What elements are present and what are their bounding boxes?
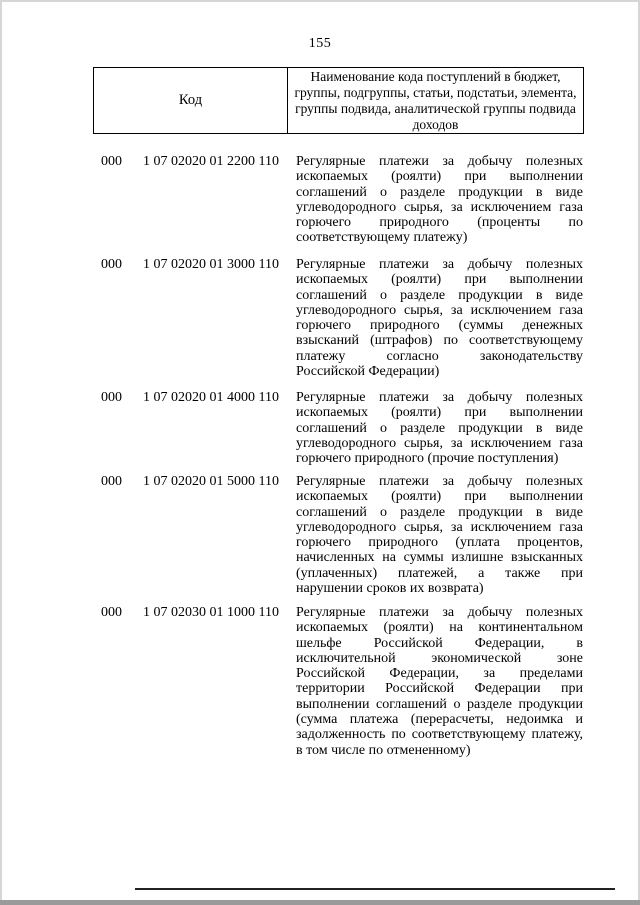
admin-code: 000: [101, 257, 122, 272]
description-line: территории Российской Федерации при: [296, 681, 583, 697]
description-line: в том числе по отмененному): [296, 742, 471, 758]
description-line: Регулярные платежи за добычу полезных: [296, 154, 583, 169]
table-header: [93, 67, 584, 134]
scan-frame-left: [0, 0, 2, 905]
description-line: Регулярные платежи за добычу полезных: [296, 390, 583, 405]
income-description: [296, 390, 583, 466]
description-line: Регулярные платежи за добычу полезных: [296, 257, 583, 272]
income-code: 1 07 02020 01 3000 110: [143, 257, 279, 272]
description-line: соглашений о разделе продукции в виде: [296, 184, 583, 200]
description-line: ископаемых (роялти) при выполнении: [296, 489, 583, 505]
description-line: горючего природного (прочие поступления): [296, 451, 559, 467]
description-line: углеводородного сырья, за исключением газа: [296, 302, 583, 318]
description-line: взысканий (штрафов) по соответствующему: [296, 333, 583, 349]
description-line: задолженность по соответствующему платежу,: [296, 727, 583, 743]
description-line: углеводородного сырья, за исключением газа: [296, 199, 583, 215]
admin-code: 000: [101, 605, 122, 620]
description-line: Российской Федерации, за пределами: [296, 666, 583, 682]
income-description: [296, 605, 583, 758]
description-line: ископаемых (роялти) при выполнении: [296, 405, 583, 421]
income-code: 1 07 02030 01 1000 110: [143, 605, 279, 620]
description-line: углеводородного сырья, за исключением газа: [296, 435, 583, 451]
description-line: ископаемых (роялти) на континентальном: [296, 620, 583, 636]
income-description: [296, 474, 583, 596]
description-line: нарушении сроков их возврата): [296, 581, 484, 597]
description-line: соглашений о разделе продукции в виде: [296, 504, 583, 520]
description-line: горючего природного (суммы денежных: [296, 318, 583, 334]
header-code-cell: Код: [94, 68, 288, 133]
description-line: шельфе Российской Федерации, в: [296, 635, 583, 651]
description-line: соглашений о разделе продукции в виде: [296, 287, 583, 303]
bottom-rule: [135, 888, 615, 890]
admin-code: 000: [101, 154, 122, 169]
income-code: 1 07 02020 01 4000 110: [143, 390, 279, 405]
admin-code: 000: [101, 474, 122, 489]
description-line: (уплаченных) платежей, а также при: [296, 565, 583, 581]
description-line: ископаемых (роялти) при выполнении: [296, 169, 583, 185]
income-code: 1 07 02020 01 5000 110: [143, 474, 279, 489]
description-line: платежу согласно законодательству: [296, 348, 583, 364]
admin-code: 000: [101, 390, 122, 405]
income-description: [296, 257, 583, 379]
description-line: выполнении соглашений о разделе продукции: [296, 696, 583, 712]
description-line: Регулярные платежи за добычу полезных: [296, 474, 583, 489]
description-line: углеводородного сырья, за исключением газа: [296, 519, 583, 535]
description-line: исключительной экономической зоне: [296, 650, 583, 666]
scan-frame-top: [0, 0, 640, 2]
scan-frame-bottom: [0, 900, 640, 905]
description-line: ископаемых (роялти) при выполнении: [296, 272, 583, 288]
description-line: Российской Федерации): [296, 364, 440, 380]
income-code: 1 07 02020 01 2200 110: [143, 154, 279, 169]
page-number: 155: [308, 36, 332, 51]
description-line: Регулярные платежи за добычу полезных: [296, 605, 583, 620]
header-name-cell: Наименование кода поступлений в бюджет, группы, подгруппы, статьи, подстатьи, элемента, группы подвида, аналитической группы подвида доходов: [294, 68, 577, 132]
description-line: соглашений о разделе продукции в виде: [296, 420, 583, 436]
income-description: [296, 154, 583, 246]
description-line: горючего природного (уплата процентов,: [296, 535, 583, 551]
description-line: горючего природного (проценты по: [296, 215, 583, 231]
description-line: (сумма платежа (перерасчеты, недоимка и: [296, 712, 583, 728]
description-line: соответствующему платежу): [296, 230, 468, 246]
description-line: начисленных на суммы излишне взысканных: [296, 550, 583, 566]
